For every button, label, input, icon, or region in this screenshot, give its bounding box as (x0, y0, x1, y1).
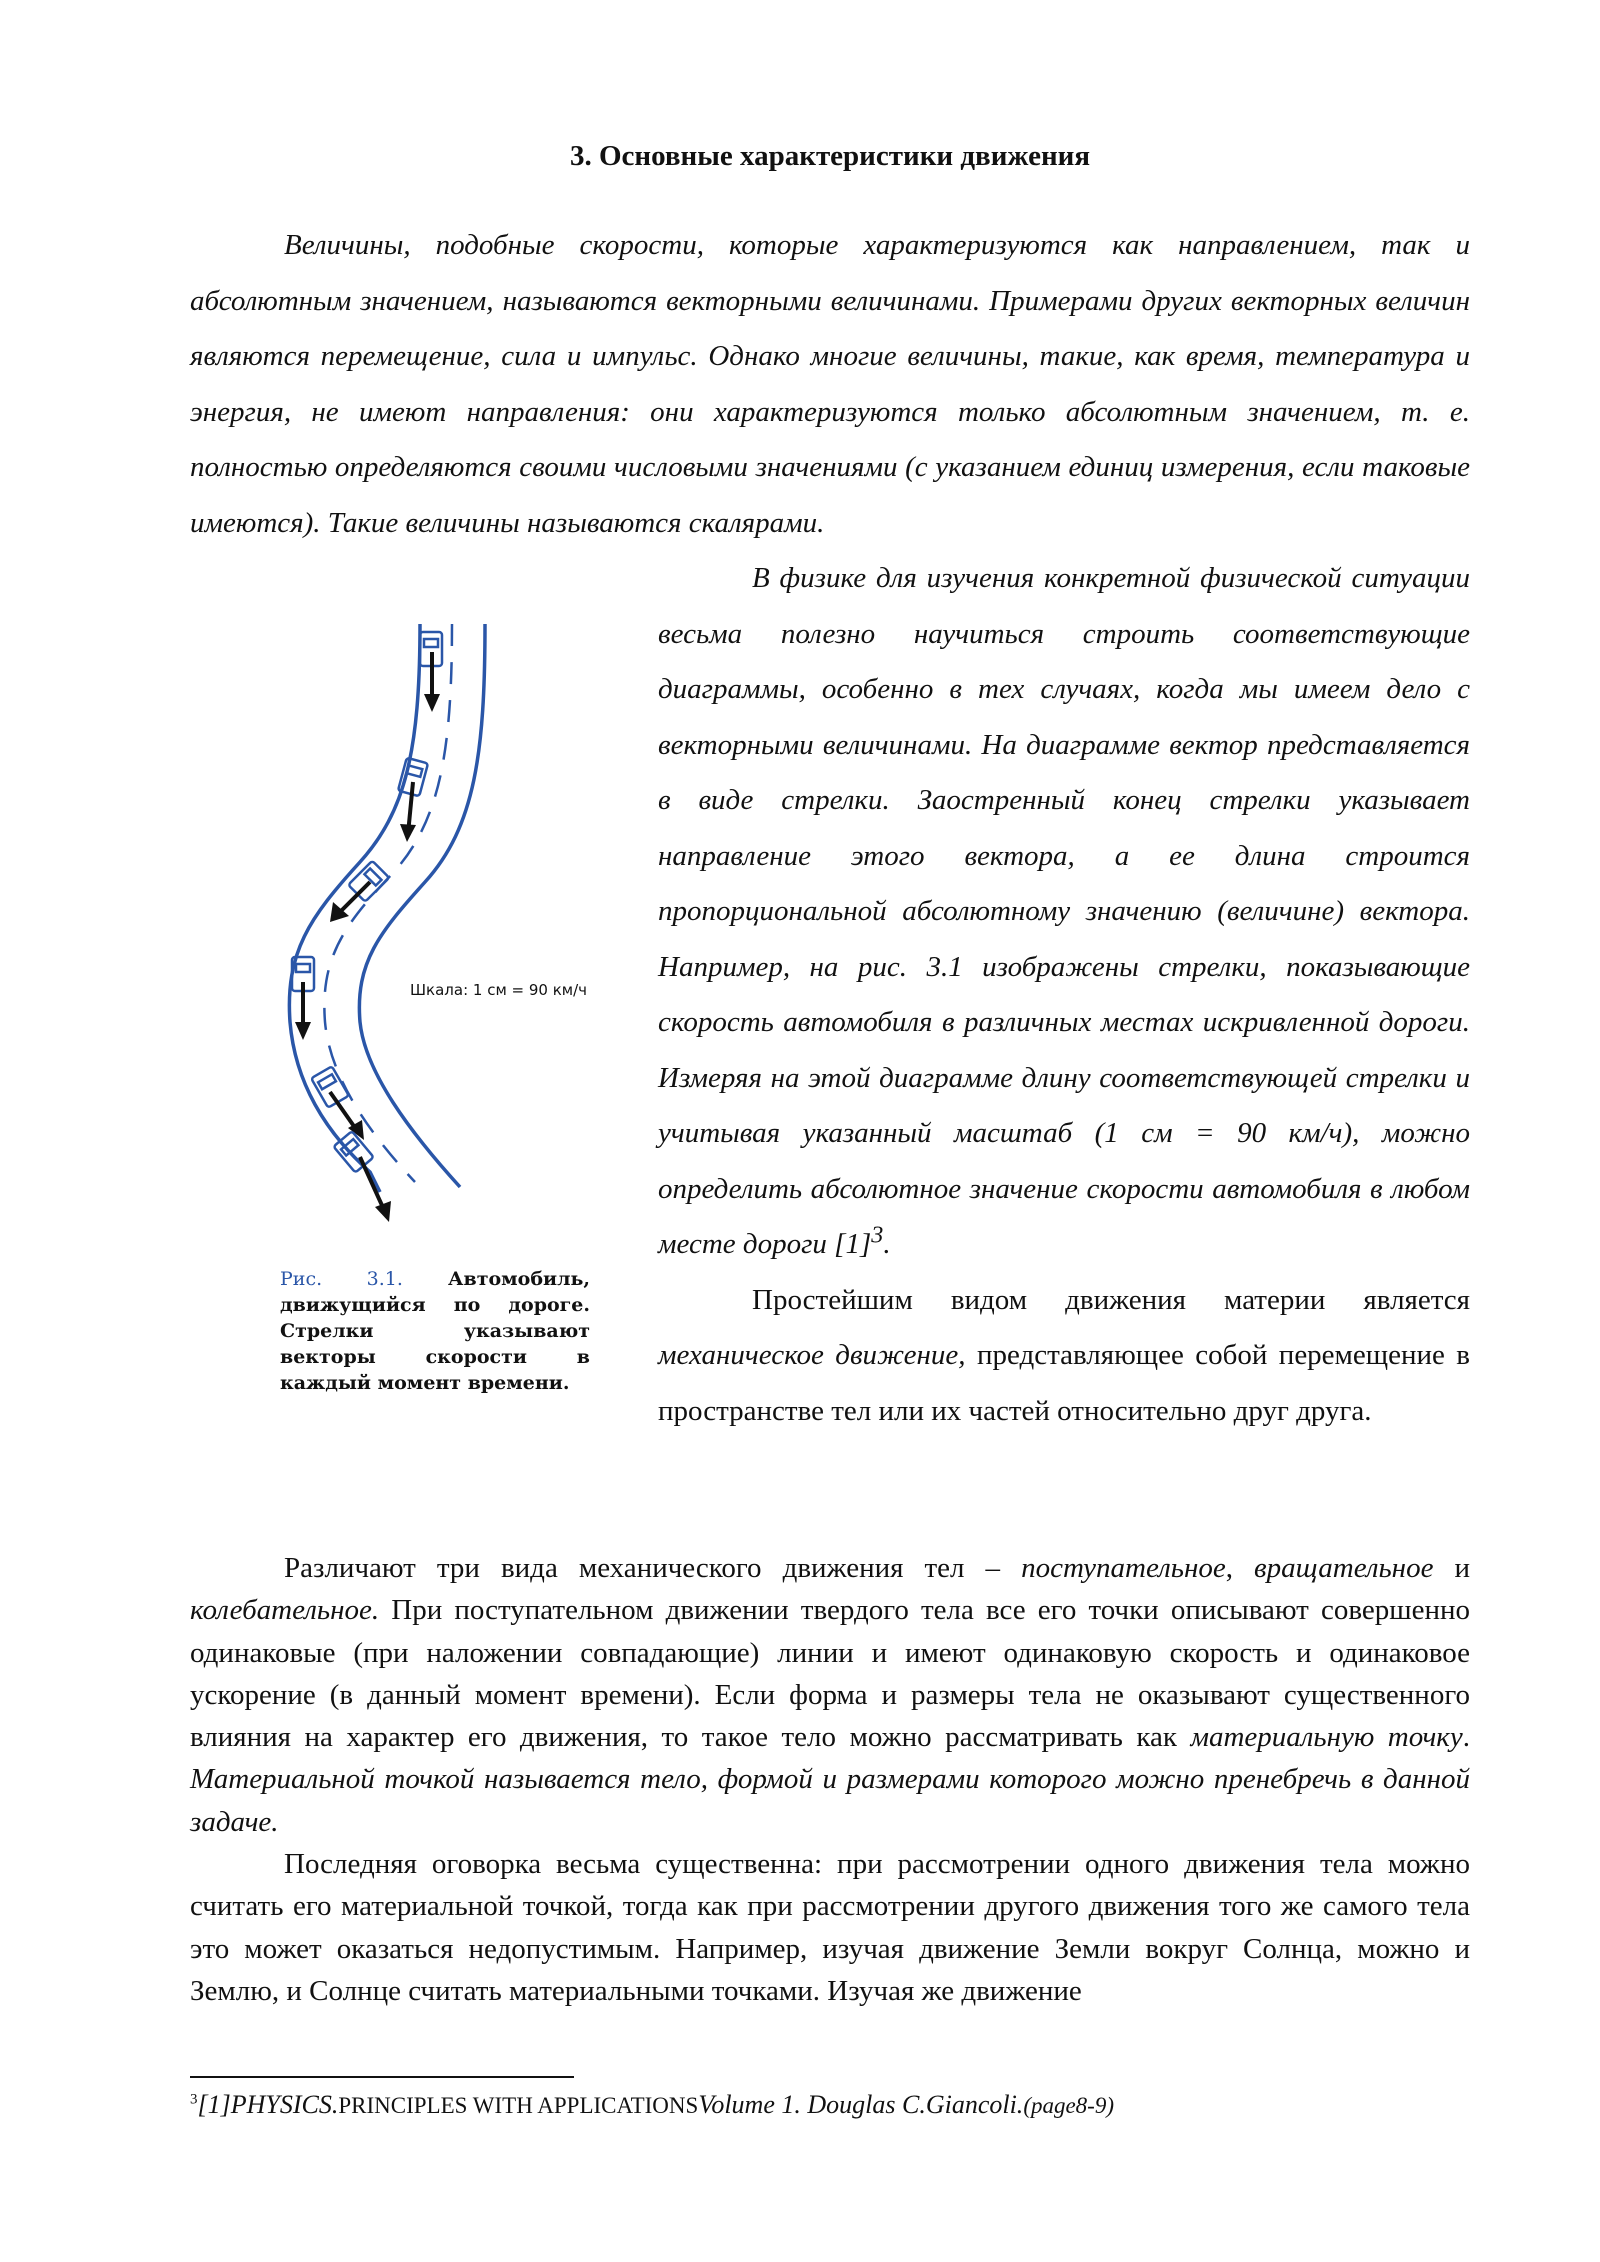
intro-paragraph (190, 218, 1470, 551)
column-p2-b: представляющее собой перемещение в пространстве тел или их частей относительно друг друга. (658, 1339, 1470, 1427)
footnote-ref: [1]PHYSICS. (197, 2090, 339, 2119)
lower-p1-em3: колебательное. (190, 1594, 380, 1627)
car-6 (333, 1131, 373, 1172)
caption-label: Рис. 3.1. (280, 1268, 403, 1290)
footnote (190, 2090, 1114, 2120)
lower-p1-a: Различают три вида механического движения тел – (284, 1552, 1022, 1584)
scale-label: Шкала: 1 см = 90 км/ч (410, 981, 588, 999)
road-diagram (270, 612, 630, 1252)
column-p2-a: Простейшим видом движения материи является (752, 1283, 1470, 1316)
figure-3-1 (270, 612, 630, 1392)
caption-text: Автомобиль, движущийся по дороге. Стрелки указывают векторы скорости в каждый момент времени. (280, 1268, 590, 1394)
lower-p1-em5: Материальной точкой называется тело, формой и размерами которого можно пренебречь в данной задаче. (190, 1763, 1470, 1838)
lower-p1-b: , (1225, 1552, 1255, 1584)
lower-p1-d: При поступательном движении твердого тела все его точки описывают совершенно одинаковые (при наложении совпадающие) линии и имеют одинаковую скорость и одинаковое ускорение (в данный момент времени). Если форма и размеры тела не оказывают существенного влияния на характер его движения, то такое тело можно рассматривать как (190, 1594, 1470, 1754)
lower-p1-em2: вращательное (1254, 1552, 1434, 1584)
lower-paragraph-2: Последняя оговорка весьма существенна: при рассмотрении одного движения тела можно считать его материальной точкой, тогда как при рассмотрении другого движения того же самого тела это может оказаться недопустимым. Например, изучая движение Земли вокруг Солнца, можно и Землю, и Солнце считать материальными точками. Изучая же движение (190, 1848, 1470, 2007)
section-title: 3. Основные характеристики движения (569, 140, 1091, 172)
column-p2-em: механическое движение, (658, 1339, 966, 1371)
lower-p1-e: . (1462, 1721, 1470, 1754)
footnote-mark: 3 (190, 2091, 198, 2108)
footnote-volume: Volume 1. Douglas C.Giancoli. (698, 2090, 1024, 2119)
column-paragraph-1 (658, 551, 1470, 1273)
footnote-pages: (page8-9) (1023, 2093, 1114, 2118)
footnote-ref-3: 3 (871, 1221, 884, 1249)
footnote-divider (190, 2076, 574, 2078)
column-paragraph-2 (658, 1273, 1470, 1440)
lower-text (190, 1547, 1470, 2012)
road-right-edge (359, 624, 485, 1187)
velocity-arrow-6 (360, 1157, 385, 1212)
lower-paragraph-1 (190, 1547, 1470, 1843)
velocity-arrow-3 (338, 882, 370, 914)
lower-p1-c: и (1433, 1552, 1471, 1584)
column-p1-end: . (883, 1228, 891, 1260)
lower-p1-em1: поступательное (1021, 1552, 1226, 1584)
figure-caption (280, 1266, 590, 1396)
column-p1-text: В физике для изучения конкретной физической ситуации весьма полезно научиться строить соответствующие диаграммы, особенно в тех случаях, когда мы имеем дело с векторными величинами. На диаграмме вектор представляется в виде стрелки. Заостренный конец стрелки указывает направление этого вектора, а ее длина строится пропорциональной абсолютному значению (величине) вектора. Например, на рис. 3.1 изображены стрелки, показывающие скорость автомобиля в различных местах искривленной дороги. Измеряя на этой диаграмме длину соответствующей стрелки и учитывая указанный масштаб (1 см = 90 км/ч), можно определить абсолютное значение скорости автомобиля в любом месте дороги [1] (658, 562, 1470, 1260)
car-5 (311, 1066, 349, 1107)
column-text (658, 551, 1470, 1439)
lower-p1-em4: материальную точку (1190, 1721, 1463, 1754)
intro-text: Величины, подобные скорости, которые характеризуются как направлением, так и абсолютным значением, называются векторными величинами. Примерами других векторных величин являются перемещение, сила и импульс. Однако многие величины, такие, как время, температура и энергия, не имеют направления: они характеризуются только абсолютным значением, т. е. полностью определяются своими числовыми значениями (с указанием единиц измерения, если таковые имеются). Такие величины называются скалярами. (190, 229, 1470, 539)
footnote-title: PRINCIPLES WITH APPLICATIONS (338, 2093, 699, 2118)
